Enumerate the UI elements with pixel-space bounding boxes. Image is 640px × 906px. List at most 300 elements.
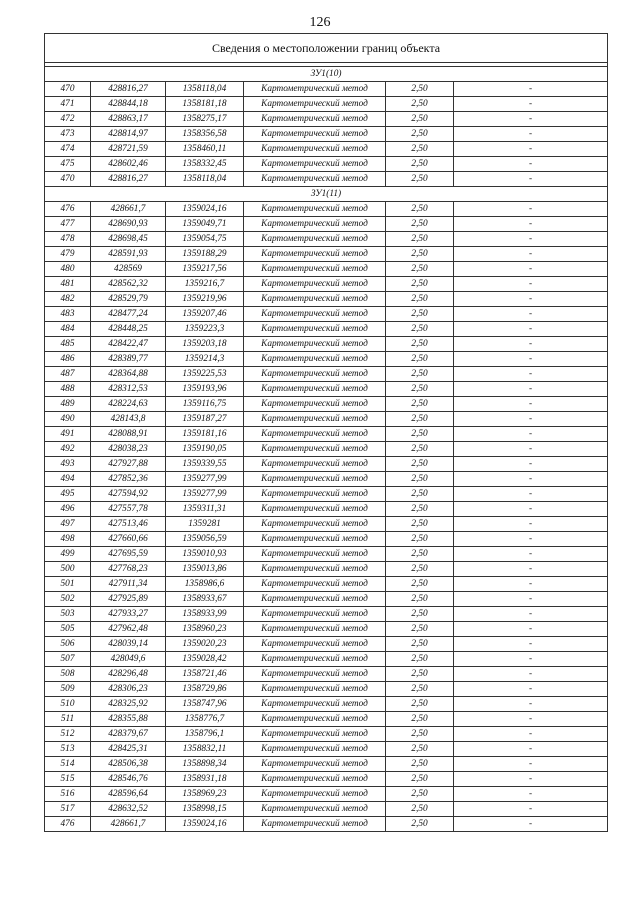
description-cell: - — [454, 247, 608, 262]
table-row — [45, 217, 608, 232]
coord-y-cell: 1359188,29 — [166, 247, 244, 262]
method-cell: Картометрический метод — [244, 172, 386, 187]
coord-x-cell: 428448,25 — [91, 322, 166, 337]
coord-y-cell: 1359028,42 — [166, 652, 244, 667]
accuracy-cell: 2,50 — [386, 427, 454, 442]
method-cell: Картометрический метод — [244, 307, 386, 322]
coord-y-cell: 1359225,53 — [166, 367, 244, 382]
coord-y-cell: 1358796,1 — [166, 727, 244, 742]
coord-y-cell: 1358729,86 — [166, 682, 244, 697]
coord-y-cell: 1359116,75 — [166, 397, 244, 412]
point-number-cell: 476 — [45, 817, 91, 832]
coord-x-cell: 428816,27 — [91, 82, 166, 97]
table-row — [45, 337, 608, 352]
point-number-cell: 505 — [45, 622, 91, 637]
coord-x-cell: 428306,23 — [91, 682, 166, 697]
point-number-cell: 507 — [45, 652, 91, 667]
point-number-cell: 484 — [45, 322, 91, 337]
table-row — [45, 787, 608, 802]
method-cell: Картометрический метод — [244, 772, 386, 787]
table-row — [45, 547, 608, 562]
table-row — [45, 802, 608, 817]
description-cell: - — [454, 337, 608, 352]
coord-x-cell: 428602,46 — [91, 157, 166, 172]
table-row — [45, 517, 608, 532]
accuracy-cell: 2,50 — [386, 712, 454, 727]
method-cell: Картометрический метод — [244, 622, 386, 637]
description-cell: - — [454, 667, 608, 682]
coord-y-cell: 1359217,56 — [166, 262, 244, 277]
coord-y-cell: 1358356,58 — [166, 127, 244, 142]
description-cell: - — [454, 742, 608, 757]
method-cell: Картометрический метод — [244, 472, 386, 487]
description-cell: - — [454, 367, 608, 382]
description-cell: - — [454, 217, 608, 232]
coord-y-cell: 1358721,46 — [166, 667, 244, 682]
coord-x-cell: 428591,93 — [91, 247, 166, 262]
point-number-cell: 475 — [45, 157, 91, 172]
method-cell: Картометрический метод — [244, 82, 386, 97]
point-number-cell: 480 — [45, 262, 91, 277]
point-number-cell: 478 — [45, 232, 91, 247]
accuracy-cell: 2,50 — [386, 142, 454, 157]
method-cell: Картометрический метод — [244, 817, 386, 832]
coord-y-cell: 1358332,45 — [166, 157, 244, 172]
description-cell: - — [454, 262, 608, 277]
coord-x-cell: 428546,76 — [91, 772, 166, 787]
table-row — [45, 577, 608, 592]
method-cell: Картометрический метод — [244, 232, 386, 247]
point-number-cell: 491 — [45, 427, 91, 442]
accuracy-cell: 2,50 — [386, 472, 454, 487]
coord-x-cell: 427933,27 — [91, 607, 166, 622]
coord-y-cell: 1358931,18 — [166, 772, 244, 787]
coord-x-cell: 428477,24 — [91, 307, 166, 322]
coord-x-cell: 428039,14 — [91, 637, 166, 652]
table-row — [45, 307, 608, 322]
table-row — [45, 442, 608, 457]
coord-x-cell: 427962,48 — [91, 622, 166, 637]
method-cell: Картометрический метод — [244, 787, 386, 802]
table-row — [45, 817, 608, 832]
point-number-cell: 479 — [45, 247, 91, 262]
description-cell: - — [454, 382, 608, 397]
method-cell: Картометрический метод — [244, 352, 386, 367]
coord-y-cell: 1358776,7 — [166, 712, 244, 727]
page-number: 126 — [309, 15, 331, 30]
coord-y-cell: 1358933,99 — [166, 607, 244, 622]
coord-x-cell: 428355,88 — [91, 712, 166, 727]
point-number-cell: 490 — [45, 412, 91, 427]
point-number-cell: 487 — [45, 367, 91, 382]
description-cell: - — [454, 682, 608, 697]
section-label: ЗУ1(10) — [45, 67, 608, 82]
table-title: Сведения о местоположении границ объекта — [45, 34, 608, 63]
description-cell: - — [454, 202, 608, 217]
accuracy-cell: 2,50 — [386, 742, 454, 757]
description-cell: - — [454, 172, 608, 187]
table-row — [45, 382, 608, 397]
table-row — [45, 367, 608, 382]
description-cell: - — [454, 712, 608, 727]
point-number-cell: 495 — [45, 487, 91, 502]
method-cell: Картометрический метод — [244, 562, 386, 577]
coord-y-cell: 1359339,55 — [166, 457, 244, 472]
method-cell: Картометрический метод — [244, 217, 386, 232]
table-row — [45, 112, 608, 127]
method-cell: Картометрический метод — [244, 427, 386, 442]
coord-y-cell: 1359181,16 — [166, 427, 244, 442]
table-row — [45, 502, 608, 517]
coord-x-cell: 428721,59 — [91, 142, 166, 157]
description-cell: - — [454, 472, 608, 487]
accuracy-cell: 2,50 — [386, 352, 454, 367]
coord-x-cell: 428312,53 — [91, 382, 166, 397]
section-header-row — [45, 67, 608, 82]
method-cell: Картометрический метод — [244, 502, 386, 517]
table-row — [45, 412, 608, 427]
table-row — [45, 352, 608, 367]
method-cell: Картометрический метод — [244, 367, 386, 382]
coord-x-cell: 428863,17 — [91, 112, 166, 127]
coord-x-cell: 428661,7 — [91, 202, 166, 217]
accuracy-cell: 2,50 — [386, 547, 454, 562]
table-row — [45, 292, 608, 307]
accuracy-cell: 2,50 — [386, 727, 454, 742]
accuracy-cell: 2,50 — [386, 772, 454, 787]
coord-x-cell: 428816,27 — [91, 172, 166, 187]
description-cell: - — [454, 412, 608, 427]
description-cell: - — [454, 322, 608, 337]
description-cell: - — [454, 532, 608, 547]
accuracy-cell: 2,50 — [386, 322, 454, 337]
section-header-row — [45, 187, 608, 202]
coord-x-cell: 428389,77 — [91, 352, 166, 367]
method-cell: Картометрический метод — [244, 577, 386, 592]
coord-y-cell: 1359190,05 — [166, 442, 244, 457]
point-number-cell: 500 — [45, 562, 91, 577]
description-cell: - — [454, 352, 608, 367]
accuracy-cell: 2,50 — [386, 232, 454, 247]
coord-y-cell: 1359010,93 — [166, 547, 244, 562]
accuracy-cell: 2,50 — [386, 112, 454, 127]
method-cell: Картометрический метод — [244, 697, 386, 712]
coord-x-cell: 428632,52 — [91, 802, 166, 817]
table-row — [45, 247, 608, 262]
coord-y-cell: 1359277,99 — [166, 472, 244, 487]
point-number-cell: 485 — [45, 337, 91, 352]
table-row — [45, 712, 608, 727]
coord-y-cell: 1358747,96 — [166, 697, 244, 712]
description-cell: - — [454, 517, 608, 532]
accuracy-cell: 2,50 — [386, 97, 454, 112]
method-cell: Картометрический метод — [244, 457, 386, 472]
method-cell: Картометрический метод — [244, 532, 386, 547]
point-number-cell: 473 — [45, 127, 91, 142]
accuracy-cell: 2,50 — [386, 262, 454, 277]
method-cell: Картометрический метод — [244, 142, 386, 157]
method-cell: Картометрический метод — [244, 292, 386, 307]
method-cell: Картометрический метод — [244, 442, 386, 457]
method-cell: Картометрический метод — [244, 517, 386, 532]
description-cell: - — [454, 292, 608, 307]
point-number-cell: 503 — [45, 607, 91, 622]
accuracy-cell: 2,50 — [386, 562, 454, 577]
table-row — [45, 697, 608, 712]
table-row — [45, 682, 608, 697]
table-row — [45, 172, 608, 187]
accuracy-cell: 2,50 — [386, 412, 454, 427]
method-cell: Картометрический метод — [244, 727, 386, 742]
coord-x-cell: 428698,45 — [91, 232, 166, 247]
coord-y-cell: 1358969,23 — [166, 787, 244, 802]
coord-y-cell: 1359281 — [166, 517, 244, 532]
description-cell: - — [454, 97, 608, 112]
coord-x-cell: 428088,91 — [91, 427, 166, 442]
coord-x-cell: 428690,93 — [91, 217, 166, 232]
accuracy-cell: 2,50 — [386, 202, 454, 217]
point-number-cell: 481 — [45, 277, 91, 292]
table-row — [45, 157, 608, 172]
method-cell: Картометрический метод — [244, 712, 386, 727]
accuracy-cell: 2,50 — [386, 787, 454, 802]
coord-x-cell: 428379,67 — [91, 727, 166, 742]
accuracy-cell: 2,50 — [386, 622, 454, 637]
table-title-row — [45, 34, 608, 63]
description-cell: - — [454, 697, 608, 712]
description-cell: - — [454, 772, 608, 787]
point-number-cell: 513 — [45, 742, 91, 757]
method-cell: Картометрический метод — [244, 592, 386, 607]
coord-x-cell: 427695,59 — [91, 547, 166, 562]
point-number-cell: 472 — [45, 112, 91, 127]
description-cell: - — [454, 547, 608, 562]
description-cell: - — [454, 502, 608, 517]
table-row — [45, 232, 608, 247]
accuracy-cell: 2,50 — [386, 817, 454, 832]
method-cell: Картометрический метод — [244, 397, 386, 412]
point-number-cell: 497 — [45, 517, 91, 532]
method-cell: Картометрический метод — [244, 652, 386, 667]
point-number-cell: 474 — [45, 142, 91, 157]
point-number-cell: 501 — [45, 577, 91, 592]
description-cell: - — [454, 607, 608, 622]
accuracy-cell: 2,50 — [386, 277, 454, 292]
method-cell: Картометрический метод — [244, 757, 386, 772]
coord-y-cell: 1359187,27 — [166, 412, 244, 427]
point-number-cell: 470 — [45, 82, 91, 97]
method-cell: Картометрический метод — [244, 682, 386, 697]
method-cell: Картометрический метод — [244, 157, 386, 172]
description-cell: - — [454, 637, 608, 652]
table-row — [45, 532, 608, 547]
coord-x-cell: 427557,78 — [91, 502, 166, 517]
accuracy-cell: 2,50 — [386, 442, 454, 457]
description-cell: - — [454, 727, 608, 742]
coord-x-cell: 428325,92 — [91, 697, 166, 712]
coord-y-cell: 1358118,04 — [166, 82, 244, 97]
accuracy-cell: 2,50 — [386, 367, 454, 382]
table-row — [45, 592, 608, 607]
coord-y-cell: 1358832,11 — [166, 742, 244, 757]
method-cell: Картометрический метод — [244, 127, 386, 142]
point-number-cell: 482 — [45, 292, 91, 307]
accuracy-cell: 2,50 — [386, 397, 454, 412]
coord-x-cell: 427911,34 — [91, 577, 166, 592]
table-row — [45, 562, 608, 577]
table-row — [45, 772, 608, 787]
coord-y-cell: 1358898,34 — [166, 757, 244, 772]
method-cell: Картометрический метод — [244, 337, 386, 352]
description-cell: - — [454, 442, 608, 457]
accuracy-cell: 2,50 — [386, 607, 454, 622]
description-cell: - — [454, 802, 608, 817]
coord-x-cell: 427660,66 — [91, 532, 166, 547]
description-cell: - — [454, 622, 608, 637]
coord-y-cell: 1359277,99 — [166, 487, 244, 502]
accuracy-cell: 2,50 — [386, 667, 454, 682]
point-number-cell: 483 — [45, 307, 91, 322]
point-number-cell: 492 — [45, 442, 91, 457]
point-number-cell: 486 — [45, 352, 91, 367]
point-number-cell: 477 — [45, 217, 91, 232]
coord-x-cell: 428596,64 — [91, 787, 166, 802]
coord-y-cell: 1358275,17 — [166, 112, 244, 127]
coord-y-cell: 1358986,6 — [166, 577, 244, 592]
table-row — [45, 397, 608, 412]
coord-x-cell: 427768,23 — [91, 562, 166, 577]
method-cell: Картометрический метод — [244, 247, 386, 262]
table-row — [45, 322, 608, 337]
point-number-cell: 511 — [45, 712, 91, 727]
point-number-cell: 510 — [45, 697, 91, 712]
table-row — [45, 667, 608, 682]
accuracy-cell: 2,50 — [386, 157, 454, 172]
coord-y-cell: 1358998,15 — [166, 802, 244, 817]
description-cell: - — [454, 82, 608, 97]
accuracy-cell: 2,50 — [386, 217, 454, 232]
coord-x-cell: 427925,89 — [91, 592, 166, 607]
accuracy-cell: 2,50 — [386, 682, 454, 697]
point-number-cell: 471 — [45, 97, 91, 112]
coord-x-cell: 427594,92 — [91, 487, 166, 502]
point-number-cell: 515 — [45, 772, 91, 787]
accuracy-cell: 2,50 — [386, 577, 454, 592]
section-label: ЗУ1(11) — [45, 187, 608, 202]
coord-y-cell: 1359020,23 — [166, 637, 244, 652]
description-cell: - — [454, 397, 608, 412]
coord-x-cell: 428569 — [91, 262, 166, 277]
description-cell: - — [454, 277, 608, 292]
accuracy-cell: 2,50 — [386, 307, 454, 322]
description-cell: - — [454, 457, 608, 472]
point-number-cell: 470 — [45, 172, 91, 187]
method-cell: Картометрический метод — [244, 202, 386, 217]
coord-y-cell: 1358933,67 — [166, 592, 244, 607]
coord-y-cell: 1359013,86 — [166, 562, 244, 577]
coord-x-cell: 428814,97 — [91, 127, 166, 142]
coord-y-cell: 1359049,71 — [166, 217, 244, 232]
point-number-cell: 506 — [45, 637, 91, 652]
coord-y-cell: 1359311,31 — [166, 502, 244, 517]
coord-y-cell: 1359203,18 — [166, 337, 244, 352]
accuracy-cell: 2,50 — [386, 652, 454, 667]
coord-x-cell: 428143,8 — [91, 412, 166, 427]
description-cell: - — [454, 757, 608, 772]
method-cell: Картометрический метод — [244, 742, 386, 757]
accuracy-cell: 2,50 — [386, 382, 454, 397]
point-number-cell: 508 — [45, 667, 91, 682]
point-number-cell: 499 — [45, 547, 91, 562]
accuracy-cell: 2,50 — [386, 172, 454, 187]
point-number-cell: 494 — [45, 472, 91, 487]
coord-y-cell: 1359207,46 — [166, 307, 244, 322]
table-row — [45, 82, 608, 97]
table-row — [45, 757, 608, 772]
table-row — [45, 277, 608, 292]
accuracy-cell: 2,50 — [386, 592, 454, 607]
coord-x-cell: 428562,32 — [91, 277, 166, 292]
table-row — [45, 607, 608, 622]
coord-y-cell: 1359056,59 — [166, 532, 244, 547]
coord-x-cell: 427513,46 — [91, 517, 166, 532]
accuracy-cell: 2,50 — [386, 637, 454, 652]
table-row — [45, 487, 608, 502]
coord-y-cell: 1359024,16 — [166, 202, 244, 217]
table-row — [45, 727, 608, 742]
point-number-cell: 514 — [45, 757, 91, 772]
table-row — [45, 637, 608, 652]
table-row — [45, 142, 608, 157]
coord-y-cell: 1358960,23 — [166, 622, 244, 637]
description-cell: - — [454, 142, 608, 157]
boundary-coordinates-table — [44, 33, 608, 832]
table-row — [45, 262, 608, 277]
description-cell: - — [454, 577, 608, 592]
accuracy-cell: 2,50 — [386, 802, 454, 817]
description-cell: - — [454, 817, 608, 832]
method-cell: Картометрический метод — [244, 112, 386, 127]
accuracy-cell: 2,50 — [386, 127, 454, 142]
coord-y-cell: 1359223,3 — [166, 322, 244, 337]
coord-x-cell: 428529,79 — [91, 292, 166, 307]
method-cell: Картометрический метод — [244, 97, 386, 112]
description-cell: - — [454, 307, 608, 322]
table-row — [45, 622, 608, 637]
coord-y-cell: 1359216,7 — [166, 277, 244, 292]
method-cell: Картометрический метод — [244, 412, 386, 427]
point-number-cell: 512 — [45, 727, 91, 742]
coord-y-cell: 1359214,3 — [166, 352, 244, 367]
accuracy-cell: 2,50 — [386, 757, 454, 772]
method-cell: Картометрический метод — [244, 277, 386, 292]
coord-x-cell: 428364,88 — [91, 367, 166, 382]
point-number-cell: 517 — [45, 802, 91, 817]
coord-y-cell: 1359219,96 — [166, 292, 244, 307]
description-cell: - — [454, 487, 608, 502]
table-row — [45, 652, 608, 667]
accuracy-cell: 2,50 — [386, 532, 454, 547]
method-cell: Картометрический метод — [244, 637, 386, 652]
description-cell: - — [454, 652, 608, 667]
coord-y-cell: 1359024,16 — [166, 817, 244, 832]
accuracy-cell: 2,50 — [386, 697, 454, 712]
method-cell: Картометрический метод — [244, 322, 386, 337]
accuracy-cell: 2,50 — [386, 487, 454, 502]
point-number-cell: 502 — [45, 592, 91, 607]
coord-y-cell: 1358118,04 — [166, 172, 244, 187]
table-row — [45, 427, 608, 442]
